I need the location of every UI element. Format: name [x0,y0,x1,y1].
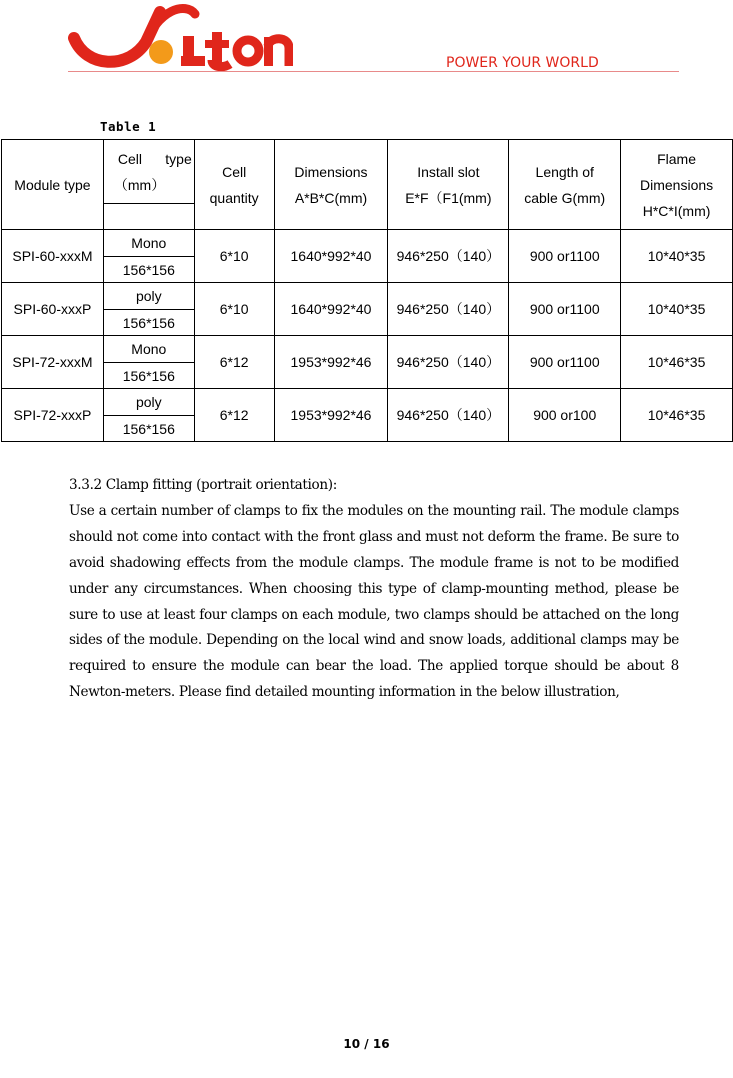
page-number: 10 / 16 [343,1037,390,1051]
dimensions-cell: 1640*992*40 [274,230,388,283]
cable-length-cell: 900 or100 [509,389,621,442]
tagline: POWER YOUR WORLD [446,55,599,71]
module-type-cell: SPI-72-xxxP [2,389,104,442]
header-cell-quantity: Cell quantity [194,140,274,230]
install-slot-cell: 946*250（140） [388,336,509,389]
dimensions-cell: 1953*992*46 [274,389,388,442]
cell-kind-cell: poly [103,283,194,310]
table-row [2,336,733,363]
install-slot-cell: 946*250（140） [388,230,509,283]
cell-size-cell: 156*156 [103,363,194,389]
section-body: Use a certain number of clamps to fix the modules on the mounting rail. The module clamps should not come into contact with the front glass and must not deform the frame. Be sure to avoid shadowing effects from the module clamps. The module frame is not to be modified under any circumstances. When choosing this type of clamp-mounting method, please be sure to use at least four clamps on each module, two clamps should be attached on the long sides of the module. Depending on the local wind and snow loads, additional clamps may be required to ensure the module can bear the load. The applied torque should be about 8 Newton-meters. Please find detailed mounting information in the below illustration, [69,502,679,701]
cell-size-cell: 156*156 [103,310,194,336]
module-type-cell: SPI-60-xxxM [2,230,104,283]
quantity-cell: 6*12 [194,336,274,389]
dimensions-cell: 1953*992*46 [274,336,388,389]
cell-kind-cell: Mono [103,230,194,257]
table-row [2,283,733,310]
install-slot-cell: 946*250（140） [388,283,509,336]
table-header-row [2,140,733,204]
header-cell-type-blank [103,204,194,230]
cell-kind-cell: poly [103,389,194,416]
cable-length-cell: 900 or1100 [509,283,621,336]
header-dimensions: Dimensions A*B*C(mm) [274,140,388,230]
quantity-cell: 6*10 [194,283,274,336]
flame-dimensions-cell: 10*40*35 [621,230,733,283]
flame-dimensions-cell: 10*46*35 [621,389,733,442]
header-install-slot: Install slot E*F（F1(mm) [388,140,509,230]
section-heading: 3.3.2 Clamp fitting (portrait orientation): [69,477,337,493]
cable-length-cell: 900 or1100 [509,336,621,389]
module-type-cell: SPI-72-xxxM [2,336,104,389]
quantity-cell: 6*10 [194,230,274,283]
cell-size-cell: 156*156 [103,416,194,442]
flame-dimensions-cell: 10*40*35 [621,283,733,336]
cell-size-cell: 156*156 [103,257,194,283]
solton-logo [68,0,293,72]
header-cell-type: Cell type （mm） [103,140,194,204]
table-caption: Table 1 [100,119,157,134]
table-row [2,230,733,257]
install-slot-cell: 946*250（140） [388,389,509,442]
clamp-fitting-section [69,473,679,706]
header-flame-dimensions: Flame Dimensions H*C*I(mm) [621,140,733,230]
cell-kind-cell: Mono [103,336,194,363]
module-spec-table [1,139,733,442]
header-module-type: Module type [2,140,104,230]
dimensions-cell: 1640*992*40 [274,283,388,336]
flame-dimensions-cell: 10*46*35 [621,336,733,389]
header-cable-length: Length of cable G(mm) [509,140,621,230]
header-divider [68,71,679,72]
module-type-cell: SPI-60-xxxP [2,283,104,336]
quantity-cell: 6*12 [194,389,274,442]
cable-length-cell: 900 or1100 [509,230,621,283]
table-row [2,389,733,416]
